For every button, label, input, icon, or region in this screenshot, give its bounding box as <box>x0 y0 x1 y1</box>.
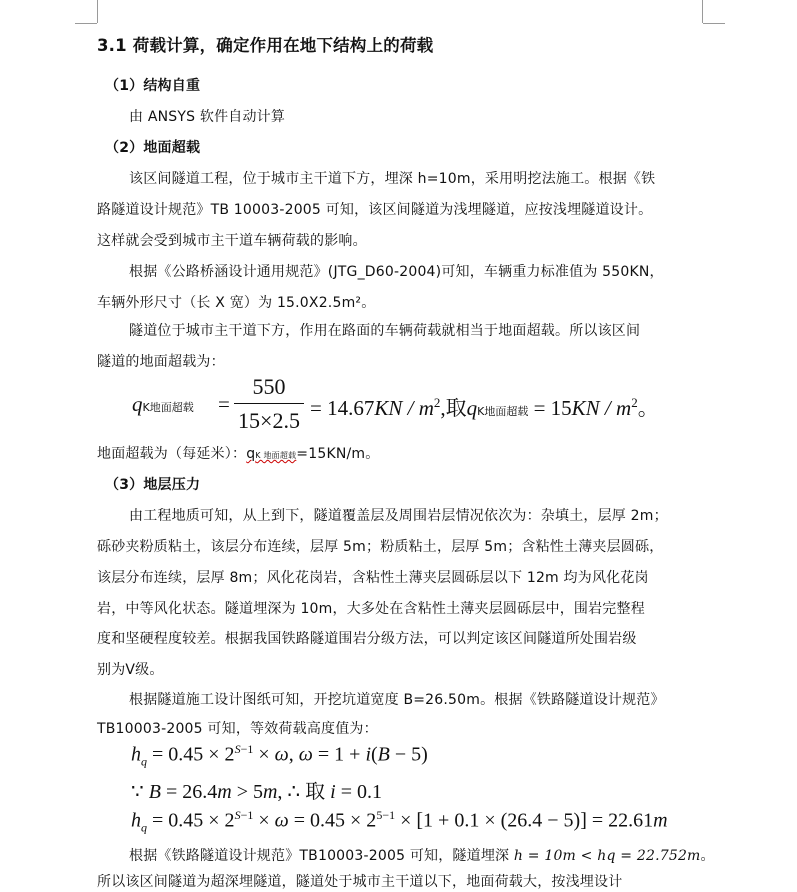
equation-3: $h_q = 0.45 \times 2^{S-1} \times \omega = 0.45 \times 2^{5-1} \times [1 + 0.1 \times (26.4 - 5)] = 22.61m$ <box>131 808 668 835</box>
crop-mark-left <box>97 0 98 23</box>
crop-mark-right <box>702 0 703 23</box>
paragraph-line: 根据《铁路隧道设计规范》TB10003-2005 可知，隧道埋深 h = 10m < hq = 22.752m。 <box>129 848 715 864</box>
paragraph-line: 根据隧道施工设计图纸可知，开挖坑道宽度 B=26.50m。根据《铁路隧道设计规范》 <box>129 692 665 708</box>
paragraph-line: 根据《公路桥涵设计通用规范》(JTG_D60-2004)可知，车辆重力标准值为 550KN， <box>129 264 664 280</box>
crop-mark-right-h <box>703 23 725 24</box>
paragraph-line: 路隧道设计规范》TB 10003-2005 可知，该区间隧道为浅埋隧道，应按浅埋隧道设计。 <box>97 202 653 218</box>
paragraph-line: 地面超载为（每延米）：qK 地面超载=15KN/m。 <box>97 446 380 462</box>
paragraph-line: 车辆外形尺寸（长 X 宽）为 15.0X2.5m²。 <box>97 295 376 311</box>
paragraph-line: 别为Ⅴ级。 <box>97 662 164 678</box>
paragraph-line: TB10003-2005 可知，等效荷载高度值为： <box>97 721 378 737</box>
paragraph-line: 该层分布连续，层厚 8m；风化花岗岩，含粘性土薄夹层圆砾层以下 12m 均为风化花岗 <box>97 570 649 586</box>
section3-title: （3）地层压力 <box>105 477 201 493</box>
section1-body: 由 ANSYS 软件自动计算 <box>129 109 286 125</box>
section1-title: （1）结构自重 <box>105 78 201 94</box>
section-heading: 3.1 荷载计算，确定作用在地下结构上的荷载 <box>97 36 434 55</box>
paragraph-line: 隧道的地面超载为： <box>97 354 225 370</box>
crop-mark-left-h <box>75 23 97 24</box>
equation-1: $h_q = 0.45 \times 2^{S-1} \times \omega$, ω = 1 + i(B − 5) <box>131 742 428 769</box>
paragraph-line: 该区间隧道工程，位于城市主干道下方，埋深 h=10m，采用明挖法施工。根据《铁 <box>129 171 656 187</box>
paragraph-line: 度和坚硬程度较差。根据我国铁路隧道围岩分级方法，可以判定该区间隧道所处围岩级 <box>97 631 637 647</box>
clipped-next-line: 所以该区间隧道为超深埋隧道，隧道处于城市主干道以下，地面荷载大，按浅埋设计 <box>97 874 623 890</box>
equation-2: ∵ B = 26.4m > 5m, ∴ 取 i = 0.1 <box>131 781 382 803</box>
section2-title: （2）地面超载 <box>105 140 201 156</box>
paragraph-line: 由工程地质可知，从上到下，隧道覆盖层及周围岩层情况依次为：杂填土，层厚 2m； <box>129 508 668 524</box>
paragraph-line: 岩，中等风化状态。隧道埋深为 10m，大多处在含粘性土薄夹层圆砾层中，围岩完整程 <box>97 601 645 617</box>
paragraph-line: 隧道位于城市主干道下方，作用在路面的车辆荷载就相当于地面超载。所以该区间 <box>129 323 641 339</box>
paragraph-line: 砾砂夹粉质粘土，该层分布连续，层厚 5m；粉质粘土，层厚 5m；含粘性土薄夹层圆砾， <box>97 539 664 555</box>
paragraph-line: 这样就会受到城市主干道车辆荷载的影响。 <box>97 233 367 249</box>
